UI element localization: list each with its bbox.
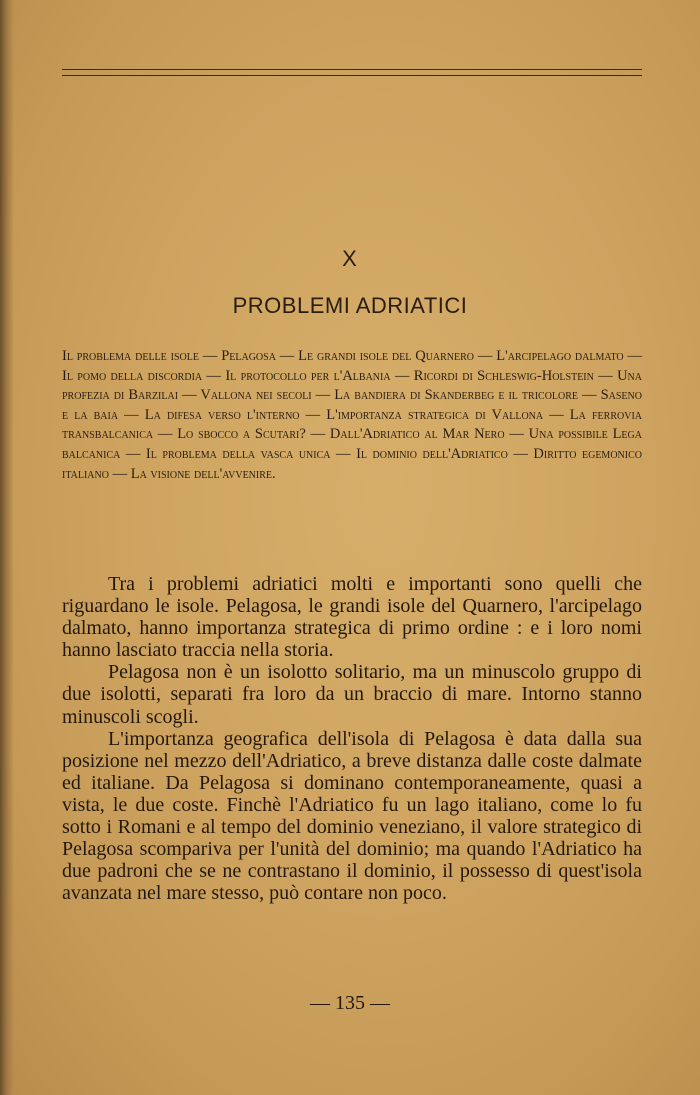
- header-rule-top: [62, 69, 642, 70]
- header-rule-bottom: [62, 75, 642, 76]
- paragraph: L'importanza geografica dell'isola di Pelagosa è data dalla sua posizione nel mezzo dell'Adriatico, a breve distanza dalle coste dalmate ed italiane. Da Pelagosa si dominano contemporaneamente, quasi a vista, le due coste. Finchè l'Adriatico fu un lago italiano, come lo fu sotto i Romani e al tempo del dominio veneziano, il valore strategico di Pelagosa scompariva per l'unità del dominio; ma quando l'Adriatico ha due padroni che se ne contrastano il dominio, il possesso di quest'isola avanzata nel mare stesso, può contare non poco.: [62, 727, 642, 905]
- chapter-title: PROBLEMI ADRIATICI: [232, 293, 468, 318]
- chapter-summary-text: Il problema delle isole — Pelagosa — Le grandi isole del Quarnero — L'arcipelago dalmato — Il pomo della discordia — Il protocollo per l'Albania — Ricordi di Schleswig-Holstein — Una profezia di Barzilai — Vallona nei secoli — La bandiera di Skanderbeg e il tricolore — Saseno e la baia — La difesa verso l'interno — L'importanza strategica di Vallona — La ferrovia transbalcanica — Lo sbocco a Scutari? — Dall'Adriatico al Mar Nero — Una possibile Lega balcanica — Il problema della vasca unica — Il dominio dell'Adriatico — Diritto egemonico italiano — La visione dell'avvenire.: [62, 348, 642, 482]
- chapter-summary: [62, 347, 642, 484]
- body-text: [62, 573, 642, 904]
- page-spine-shadow: [0, 0, 14, 1095]
- page-number: — 135 —: [310, 992, 390, 1014]
- paragraph: Tra i problemi adriatici molti e importanti sono quelli che riguardano le isole. Pelagosa, le grandi isole del Quarnero, l'arcipelago dalmato, hanno importanza strategica di primo ordine : e i loro nomi hanno lasciato traccia nella storia.: [62, 573, 642, 662]
- chapter-number: X: [342, 246, 358, 271]
- paragraph: Pelagosa non è un isolotto solitario, ma un minuscolo gruppo di due isolotti, separati fra loro da un braccio di mare. Intorno stanno minuscoli scogli.: [62, 661, 642, 728]
